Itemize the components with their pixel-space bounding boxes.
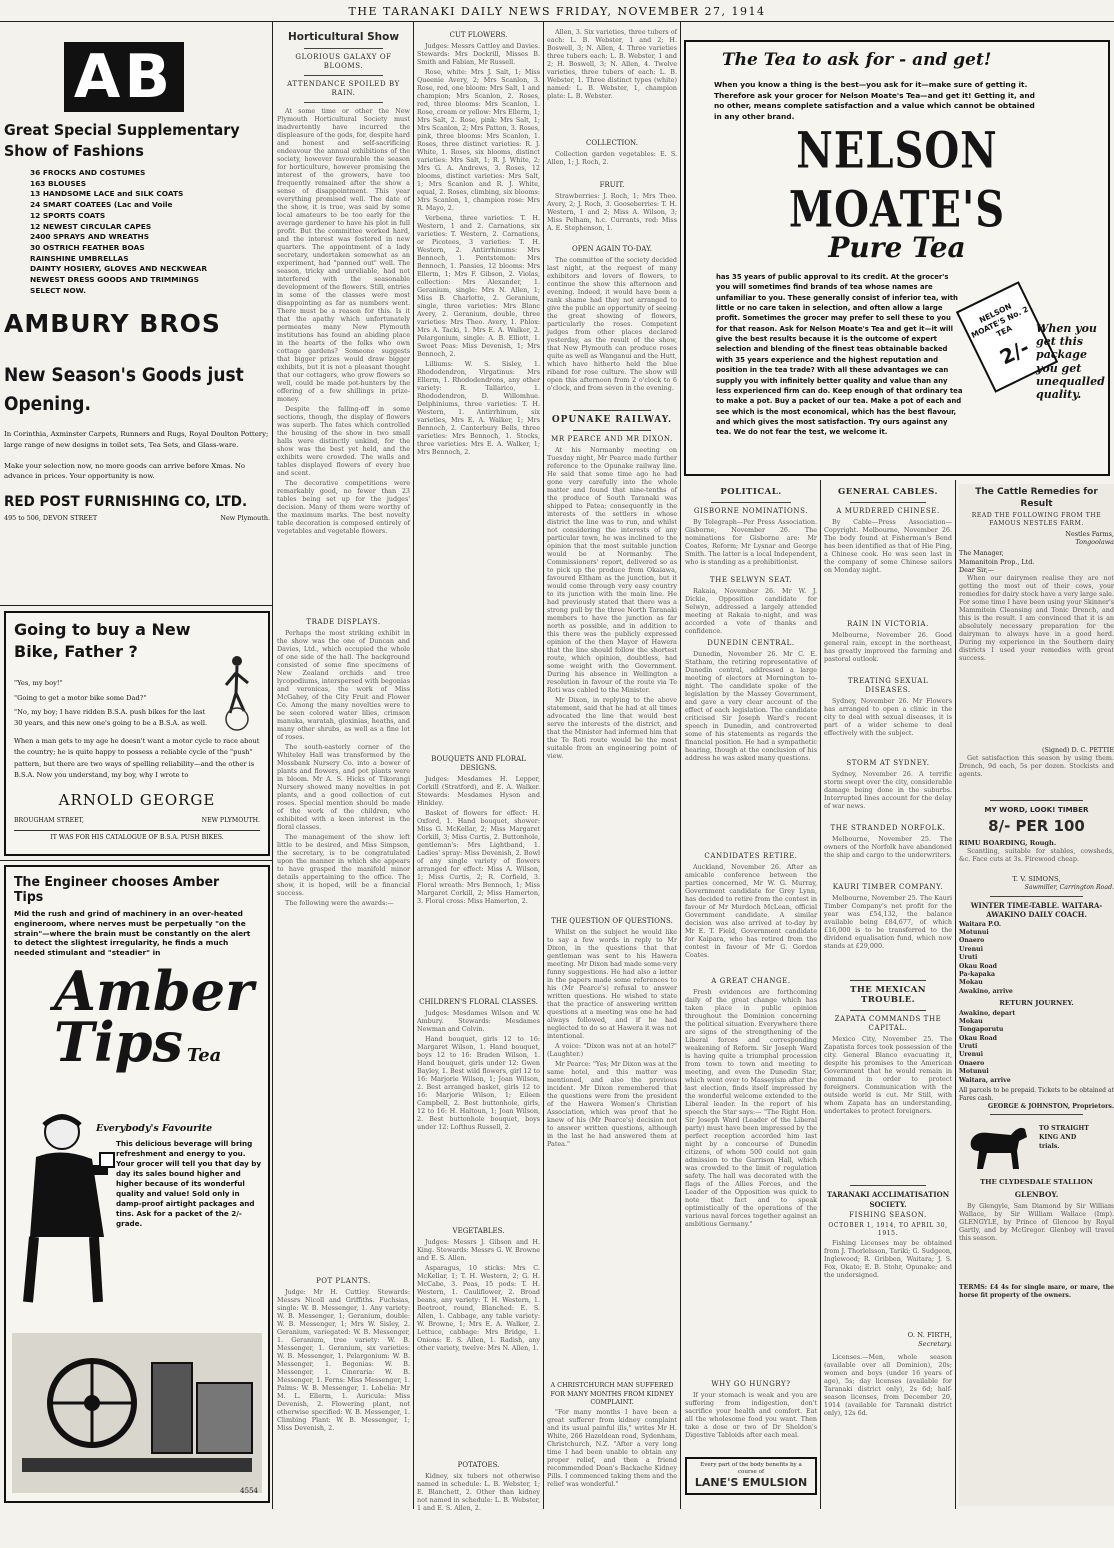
red-post-advert: [4, 362, 270, 602]
bouquets-heading: BOUQUETS AND FLORAL DESIGNS.: [431, 754, 526, 772]
potatoes-heading: POTATOES.: [457, 1460, 500, 1469]
cut-flowers-heading: CUT FLOWERS.: [449, 31, 508, 39]
stallion: GLENBOY.: [1014, 1190, 1059, 1200]
list-item: 2400 SPRAYS AND WREATHS: [30, 232, 150, 242]
timber-place: Sawmiller, Carrington Road.: [1024, 883, 1114, 891]
cables-h2: RAIN IN VICTORIA.: [847, 619, 929, 628]
timber-head: MY WORD, LOOK! TIMBER: [984, 805, 1089, 815]
ab-advert: [4, 28, 270, 358]
coach-stop: Waitara P.O.: [959, 920, 1002, 928]
dialogue-line: "Yes, my boy!": [14, 679, 63, 688]
political-h5: A GREAT CHANGE.: [711, 976, 791, 985]
political-h6: WHY GO HUNGRY?: [711, 1379, 791, 1388]
return-stop: Mokau: [959, 1018, 983, 1026]
amber-tagline: Everybody's Favourite: [96, 1123, 213, 1134]
horse-caption-2: KING AND: [1039, 1134, 1077, 1142]
coach-stop: Mokau: [959, 979, 983, 987]
fishing-dates: OCTOBER 1, 1914, TO APRIL 30, 1915.: [828, 1222, 948, 1237]
ab-items: [30, 168, 270, 297]
collection-heading: COLLECTION.: [586, 139, 638, 147]
pot-plants-heading: POT PLANTS.: [316, 1277, 371, 1286]
coach-head: WINTER TIME-TABLE. WAITARA-AWAKINO DAILY COACH.: [970, 900, 1103, 919]
return-stop: Urenui: [959, 1051, 983, 1059]
horse-caption-3: trials.: [1039, 1142, 1060, 1150]
coach-stop: Uruti: [959, 954, 978, 962]
cables-column: GENERAL CABLES. A MURDERED CHINESE. By Cable—Press Association—Copyright. Melbourne, November 26. The body found at Fisherman's Bend has been identified as that of Hie Ping, a Chinese cook. He was seen last in the company of some Chinese sailors on Monday night. RAIN IN VICTORIA. Melbourne, November 26. Good general rain, except in the northeast, has greatly improved the farming and pastoral outlook. TREATING SEXUAL DISEASES. Sydney, November 26. Mr Flowers has arranged to open a clinic in the city to deal with sexual diseases, it is part of a wider scheme to deal effectively with the subject. STORM AT SYDNEY. Sydney, November 26. A terrific storm swept over the city, considerable damage being done in the suburbs. Interrupted lines account for the delay of war news. THE STRANDED NORFOLK. Melbourne, November 25. The owners of the Norfolk have abandoned the ship and cargo to the underwriters. KAURI TIMBER COMPANY. Melbourne, November 25. The Kauri Timber Company's net profit for the year was £54,132, the balance available being £84,677, of which £16,000 is to be transferred to the dividend equalisation fund, which now stands at £29,000. THE MEXICAN TROUBLE. ZAPATA COMMANDS THE CAPITAL. Mexico City, November 25. The Zapatista forces took possession of the city. General Blanco evacuating it, despite his promises to the American Government that he would remain in command in order to protect foreigners. Communication with the outside world is cut. Mr Still, with whom Zapata has an understanding, undertakes to protect foreigners. TARANAKI ACCLIMATISATION SOCIETY. FISHING SEASON. OCTOBER 1, 1914, TO APRIL 30, 1915. Fishing Licenses may be obtained from J. Thorlelsson, Tariki; G. Sudgeon, Inglewood; R. Gribben, Waitara; J. S. Fox, Okato; E. B. Stohr, Opunake; and the undersigned. O. N. FIRTH, Secretary. Licenses.—Men, whole season (available over all Dominion), 20s; women and boys (under 16 years of age), 5s; day licenses (available for Taranaki district only), 2s 6d; half-season licenses, from December 20, 1914 (available for Taranaki district only), 12s 6d.: [824, 487, 952, 1417]
bike-footer: IT WAS FOR HIS CATALOGUE OF B.S.A. PUSH BIKES.: [14, 830, 260, 841]
timber-price: 8/- PER 100: [988, 817, 1085, 836]
horse-illustration: [963, 1121, 1033, 1173]
return-stop: Waitara, arrive: [959, 1076, 1011, 1084]
proprietor: GEORGE & JOHNSTON, Proprietors.: [987, 1102, 1114, 1110]
list-item: SELECT NOW.: [30, 285, 86, 295]
return-stop: Uruti: [959, 1043, 978, 1051]
lanes-emulsion-box: [685, 1457, 817, 1495]
horticultural-article: Horticultural Show GLORIOUS GALAXY OF BLOOMS. ATTENDANCE SPOILED BY RAIN. At some time or other the New Plymouth Horticultural Society must inadvertently have incurred the displeasure of the gods, for, despite hard and honest and self-sacrificing endeavour the annual exhibitions of the society, however favourable the season for horticulture, however promising the interest of the growers, have too frequently remained after the show a sense of disappointment. This year everything promised well. The date of the show, it is true, was said by some local amateurs to be too early for the average gardener to have his plot in full profit. But the committee worked hard, and the interest was fostered in new quarters. The appointment of a lady secretary, undertaken somewhat as an experiment, had "panned out" well. The season, tricky and unreliable, had not interfered with the seasonable development of the flowers. Still, entries in some of the classes were most disappointing as far as numbers went. There must be a reason for this. Is it that the apathy which unfortunately permeates many New Plymouth institutions has found an abiding place in the hearts of the folks who own cottage gardens? Someone suggests that bigger prizes would draw bigger exhibits, but it is not a pleasant thought that our cottagers, who grow flowers so well, could be made pot-hunters by the offering of a few shillings in prize-money. Despite the falling-off in some sections, though, the display of flowers was superb. The fates which controlled the housing of the show in two small halls were distinctly unkind, for the show was the best yet held, and the exhibits were crowded. The walls and tables displayed flowers of every hue and scent. The decorative competitions were remarkably good, no fewer than 23 tables being set up for the judges' decision. Many of them were worthy of the maximum marks. The best novelty table decoration is composed entirely of vegetables and vegetable flowers. TRADE DISPLAYS. Perhaps the most striking exhibit in the show was the one of Duncan and Davies, Ltd., which occupied the whole of one side of the hall. The background consisted of some fine specimens of New Zealand orchids and tree lycopodiums, interspersed with begonias and veronicas, the work of Miss McGahey, of the City Fruit and Flower Co. Among the many novelties were to be seen colored water lilies, crimson manuka, waratah, gloxinias, heaths, and many other shrubs, as well as a fine lot of roses. The south-easterly corner of the Whiteley Hall was transformed by the Mossbank Nursery Co. into a bower of plants and flowers, and pot plants were in bloom. Mr A. S. Hicks of Tikorangi Nursery showed many novelties in pot plants, and a good collection of cut roses. Special mention should be made of the work of the children, who exhibited with a keen interest in the floral classes. The management of the show left little to be desired, and Miss Simpson, the secretary, is to be congratulated upon the manner in which she appears to have grasped the manifold minor details appertaining to the office. The show, it is hoped, will be a financial success. The following were the awards:— POT PLANTS. Judge: Mr H. Cuttley. Stewards: Messrs Nicoll and Griffiths. Fuchsias, single: W. B. Messenger, 1. Any variety: W. B. Messenger, 1; Geranium, double: W. B. Messenger, 1; Mrs W. Sisley, 2. Geranium, variegated: W. B. Messenger, 1. Geranium, tree variety: W. B. Messenger, 1. Geranium, six varieties: W. B. Messenger, 1. Pelargonium: W. B. Messenger, 1. Begonias: W. B. Messenger, 1. Cineraria: W. B. Messenger, 1. Ferns: Miss Messenger, 1. Palms: W. B. Messenger, 1. Lobelia: Mr M. L. Ellerm, 1. Auricula: Miss Devenish, 2. Flowering plant, not otherwise specified: W. B. Messenger, 1. Climbing Plant: W. B. Messenger, 1; Miss Devenish, 2.: [277, 31, 410, 1433]
package-price: 2/-: [995, 334, 1033, 370]
amber-tips-advert: [4, 865, 270, 1503]
list-item: 163 BLOUSES: [30, 178, 87, 188]
coach-stop: Awakino, arrive: [959, 987, 1013, 995]
ab-headline: Great Special Supplementary Show of Fashions: [4, 121, 240, 160]
lanes-text: Every part of the body benefits by a course of: [700, 1461, 802, 1475]
bike-advert: [4, 611, 270, 856]
package-label: NELSON MOATE'S No. 2 TEA: [969, 301, 1030, 340]
list-item: DAINTY HOSIERY, GLOVES AND NECKWEAR: [30, 264, 208, 274]
list-item: 12 SPORTS COATS: [30, 210, 106, 220]
nelson-pure-tea: Pure Tea: [828, 230, 966, 264]
coach-stop: Pa-kapaka: [959, 970, 995, 978]
timber-name: T. V. SIMONS,: [1012, 874, 1061, 883]
coach-stop: Urenui: [959, 945, 983, 953]
signed: (Signed) D. C. PETTIE: [1041, 745, 1114, 754]
coach-stop: Okau Road: [959, 962, 997, 970]
manager: The Manager,: [959, 549, 1004, 558]
cables-title: GENERAL CABLES.: [838, 487, 938, 497]
list-item: 36 FROCKS AND COSTUMES: [30, 167, 146, 177]
cables-h6: KAURI TIMBER COMPANY.: [832, 882, 944, 891]
red-post-headline: New Season's Goods just Opening.: [4, 365, 244, 415]
parcels: All parcels to be prepaid. Tickets to be obtained at Fares cash.: [959, 1086, 1114, 1102]
return-stop: Awakino, depart: [959, 1009, 1016, 1017]
nelson-intro: When you know a thing is the best—you ask for it—make sure of getting it. Therefore ask your grocer for Nelson Moate's Tea—and get it! Getting it, and no other, means complete satisfaction and a value which cannot be obtained in any other brand.: [714, 80, 1035, 122]
vegetables-heading: VEGETABLES.: [452, 1226, 505, 1235]
return-stop: Onaero: [959, 1059, 985, 1067]
results-article: Allen, 3. Six varieties, three tubers of each: L. B. Webster, 1 and 2; H. Boswell, 3; N. Allen, 4. Three varieties three tubers each: L. B. Webster, 1 and 2; H. Boswell, 3; N. Allen, 4. Twelve varieties, three tubers of each: L. B. Webster, 1. Three distinct types (white) named: L. B. Webster, 1, champion plate: L. B. Webster. COLLECTION. Collection garden vegetables: E. S. Allen, 1; J. Roch, 2. FRUIT. Strawberries: J. Roch, 1; Mrs Theo. Avery, 2; J. Roch, 3. Gooseberries: T. H. Western, 1 and 2; Miss A. Wilson, 3; Miss Pelham, h.c. Currants, red: Miss A. E. Stephenson, 1. OPEN AGAIN TO-DAY. The committee of the society decided last night, at the request of many exhibitors and lovers of flowers, to continue the show this afternoon and evening. Indeed, it would have been a rank shame had they not arranged to give the public an opportunity of seeing the great showing of flowers, particularly the roses. Competent judges from other places declared yesterday, as the result of the show, that New Plymouth can produce roses quite as well as Wanganui and the Hutt, which have hitherto held the blue riband for rose culture. The show will open this afternoon from 2 o'clock to 6 o'clock, and from seven in the evening. OPUNAKE RAILWAY. MR PEARCE AND MR DIXON. At his Normanby meeting on Tuesday night, Mr Pearce made further reference to the Opunake railway line. He said that some time ago he had gone very carefully into the whole matter and found that nine-tenths of the produce of South Taranaki was shipped to Patea; consequently in the interests of the settlers in whose district the line was to run, and whilst not considering the interests of any particular town, he was inclined to the opinion that the most suitable junction would be at Normanby. The Commissioners' report, delivered so as to pick up the produce from Okaiawa, favoured Eltham as the junction, but it would come through very easy country to its junction with the main line. He had previously stated that there was a strong pull by the three North Taranaki members to have the junction as far north as possible, and in addition to this there was the publicly expressed opinion of the then Mayor of Hawera that the line should follow the shortest route, which opinion, doubtless, had some weight with the Government. During his absence in Wellington a resolution in favour of the route via Te Roti was cabled to the Minister. Mr Dixon, in replying to the above statement, said that he had at all times advocated the line that would best serve the interests of the district, and that the Minister had informed him that the Te Roti route would be the most suitable from an engineering point of view. THE QUESTION OF QUESTIONS. Whilst on the subject he would like to say a few words in reply to Mr Dixon, in the questions that that gentleman was sent to his Hawera meeting. Mr Dixon had made some very funny suggestions. He had also a letter in the papers made some references to his (Mr Pearce's) refusal to answer written questions. He wished to state that the practice of answering written questions at a meeting was one he had always followed, and if he had neglected to do so at Hawera it was not intentional. A voice: "Dixon was not at an hotel?" (Laughter.) Mr Pearce: "Yes; Mr Dixon was at the same hotel, and this matter was mentioned, and also the previous incident. Mr Dixon remembered that the questions were from the president of the Hawera Women's Christian Association, which was proof that he knew of his (Mr Pearce's) decision not to answer written questions, although in the last he had answered them at Patea." A CHRISTCHURCH MAN SUFFERED FOR MANY MONTHS FROM KIDNEY COMPLAINT. "For many months I have been a great sufferer from kidney complaint and its usual painful ills," writes Mr H. White, 266 Hazeldean road, Sydenham, Christchurch, N.Z. "After a very long time I had been unable to obtain any proper relief, and then a friend recommended Doan's Backache Kidney Pills. I commenced taking them and the relief was wonderful.": [547, 28, 677, 1489]
opunake-railway-sub: MR PEARCE AND MR DIXON.: [551, 435, 673, 444]
amber-brand: [54, 958, 260, 1075]
coach-stops: [959, 921, 1114, 996]
horse-caption: [1039, 1125, 1089, 1151]
political-h4: CANDIDATES RETIRE.: [704, 851, 798, 860]
dialogue-line: "No, my boy; I have ridden B.S.A. push bikes for the last 30 years, and this new one's going to be a B.S.A. as well.: [14, 707, 208, 728]
nelson-body: has 35 years of public approval to its credit. At the grocer's you will sometimes find brands of tea whose names are unfamiliar to you. These generally consist of inferior tea, with little or no care taken in selection, and often allow a large profit. Sometimes the grocer may prefer to sell these to you for that reason. Ask for Nelson Moate's Tea and get it—it will give the best results because it is the outcome of expert selection and blending of the finest teas obtainable backed with 35 years experience and the highest reputation and position in the tea trade? With all these advantages we can supply you with infinitely better quality and value than any less experienced firm can do. Keep enough of that ordinary tea to make a pot. Buy a packet of our tea. Make a pot of each and see which is the most economical, which has the best flavour, and which gives the most satisfaction. Try ours against any tea. We do not fear the test, we welcome it.: [716, 272, 963, 437]
terms: TERMS: £4 4s for single mare, or mare, the horse fit property of the owners.: [959, 1283, 1114, 1299]
amber-body: This delicious beverage will bring refreshment and energy to you. Your grocer will tell you that day by day its sales bound higher and higher because of its wonderful quality and value! Sold only in damp-proof airtight packages and tins. Ask for a packet of the 2/- grade.: [116, 1139, 262, 1228]
mexican-heading: THE MEXICAN TROUBLE.: [850, 984, 926, 1006]
cattle-sub: READ THE FOLLOWING FROM THE FAMOUS NESTLES FARM.: [971, 512, 1102, 528]
political-h2: THE SELWYN SEAT.: [709, 575, 793, 584]
political-h1: GISBORNE NOMINATIONS.: [693, 506, 809, 515]
acclimatisation-heading: TARANAKI ACCLIMATISATION SOCIETY.: [826, 1190, 950, 1209]
trade-displays-heading: TRADE DISPLAYS.: [306, 618, 381, 627]
clydesdale: THE CLYDESDALE STALLION: [980, 1178, 1093, 1187]
rimu: RIMU BOARDING, Rough.: [959, 838, 1057, 847]
return-stop: Okau Road: [959, 1034, 997, 1042]
return-stop: Tongaporutu: [959, 1026, 1004, 1034]
accl-role: Secretary.: [918, 1340, 952, 1349]
list-item: 24 SMART COATEES (Lac and Voile: [30, 200, 173, 210]
cyclist-illustration: [212, 653, 262, 733]
list-item: 13 HANDSOME LACE and SILK COATS: [30, 189, 184, 199]
ab-brand: AMBURY BROS: [4, 308, 221, 338]
accl-sign: O. N. FIRTH,: [907, 1331, 952, 1340]
return-stop: Motunui: [959, 1068, 989, 1076]
childrens-heading: CHILDREN'S FLORAL CLASSES.: [419, 997, 538, 1006]
red-post-body1: In Corinthia, Axminster Carpets, Runners and Rugs, Royal Doulton Pottery; large range of new designs in toilet sets, Tea Sets, and Glass-ware.: [4, 430, 269, 450]
coach-stop: Motunui: [959, 929, 989, 937]
amber-intro: Mid the rush and grind of machinery in an over-heated engineroom, where nerves must be perpetually "on the strain"—where the brain must be constantly on the alert to detect the slightest irregularity, he finds a much needed stimulant and "steadier" in: [14, 909, 251, 958]
political-h3: DUNEDIN CENTRAL.: [707, 638, 795, 647]
list-item: 12 NEWEST CIRCULAR CAPES: [30, 221, 152, 231]
bike-dialogue: [14, 678, 214, 730]
nelson-slogan: The Tea to ask for - and get!: [722, 50, 992, 70]
bike-headline: Going to buy a New Bike, Father ?: [14, 620, 191, 661]
nelson-callout: When you get this package you get unequalled quality.: [1036, 322, 1105, 401]
bike-dealer-town: NEW PLYMOUTH.: [201, 817, 260, 825]
open-today-heading: OPEN AGAIN TO-DAY.: [571, 244, 653, 253]
right-edge-column: The Cattle Remedies for Result READ THE FOLLOWING FROM THE FAMOUS NESTLES FARM. Nestles Farms, Tongoolawa The Manager, Mamanitoin Prop., Ltd. Dear Sir,— When our dairymen realise they are not getting the most out of their cows, your remedies for dairy stock have a very large sale. For some time I have been using your Skinner's Mammitein Cleansing and Tonic Drench, and this is the result. I am convinced that it is an absolutely necessary preparation for the dairyman to always have in a good herd. During my experience in the Southern dairy districts I used your remedies with great success. (Signed) D. C. PETTIE Get satisfaction this season by using them. Drench, 9d each, 5s per dozen. Stockists and agents. MY WORD, LOOK! TIMBER 8/- PER 100 RIMU BOARDING, Rough. Scantling, suitable for stables, cowsheds, &c. Face cuts at 3s. Firewood cheap. T. V. SIMONS, Sawmiller, Carrington Road. WINTER TIME-TABLE. WAITARA-AWAKINO DAILY COACH. Waitara P.O. Motunui Onaero Urenui Uruti Okau Road Pa-kapaka Mokau Awakino, arrive RETURN JOURNEY. Awakino, depart Mokau Tongaporutu Okau Road Uruti Urenui Onaero Motunui Waitara, arrive All parcels to be prepaid. Tickets to be obtained at Fares cash. GEORGE & JOHNSTON, Proprietors. TO STRAIGHT KING AND trials. THE CLYDESDALE STALLION GLENBOY. By Glengyle, Sam Diamond by Sir William Wallace, by Sir William Wallace (Imp). GLENGYLE, by Prince of Glencoe by Royal Gartly, and by McGregor. Glenboy will travel this season. TERMS: £4 4s for single mare, or mare, the horse fit property of the owners.: [959, 484, 1114, 1506]
amber-code: 4554: [240, 1487, 258, 1495]
amber-brand-line2: Tips: [54, 1010, 183, 1075]
farm-name: Nestles Farms,: [1065, 529, 1114, 538]
ab-logo: AB: [64, 42, 184, 112]
lanes-brand: LANE'S EMULSION: [694, 1475, 808, 1489]
fruit-heading: FRUIT.: [599, 180, 625, 189]
horticultural-subtitle: GLORIOUS GALAXY OF BLOOMS.: [295, 53, 392, 71]
masthead: THE TARANAKI DAILY NEWS FRIDAY, NOVEMBER 27, 1914: [0, 0, 1114, 22]
coach-stop: Onaero: [959, 937, 985, 945]
horse-caption-1: TO STRAIGHT: [1039, 1125, 1089, 1133]
list-item: 30 OSTRICH FEATHER BOAS: [30, 242, 145, 252]
amber-brand-tea: Tea: [186, 1045, 222, 1067]
list-item: RAINSHINE UMBRELLAS: [30, 253, 129, 263]
farm-place: Tongoolawa: [1075, 538, 1114, 547]
cables-h5: THE STRANDED NORFOLK.: [830, 823, 946, 832]
nelson-brand: NELSON MOATE'S: [788, 121, 1006, 239]
amber-headline: The Engineer chooses Amber Tips: [14, 875, 220, 905]
red-post-name: RED POST FURNISHING CO, LTD.: [4, 494, 248, 511]
red-post-address: 495 to 506, DEVON STREET: [4, 514, 98, 523]
bike-dealer-street: BROUGHAM STREET,: [14, 817, 84, 825]
political-title: POLITICAL.: [720, 487, 782, 497]
cut-flowers-article: CUT FLOWERS. Judges: Messrs Cattley and Davies. Stewards: Mrs Dockrill, Misses B. Smith and Fabian, Mr Russell. Rose, white: Mrs J. Salt, 1; Miss Queenie Avery, 2; Mrs Scanlon, 3. Rose, red, one bloom: Mrs Salt, 1 and champion; Mrs Scanlon, 2. Roses, red, three blooms: Mrs Scanlon, 1. Rose, cream or yellow: Mrs Ellerm, 1; Mrs Salt, 2. Rose, pink: Mrs Salt, 1; Mrs Scanlon, 2; Mrs Patton, 3. Roses, pink, three blooms: Mrs Scanlon, 1. Roses, three distinct varieties: R. J. White, 1. Roses, six blooms, distinct varieties: Mrs Salt, 1; R. J. White, 2; Mrs G. A. Andrews, 3. Roses, 12 blooms, distinct varieties: Mrs Salt, 1; Mrs Scanlon and R. J. White, equal, 2. Roses, climbing, six blooms: Mrs Scanlon, 1, champion rose: Mrs R. Mayo, 2. Verbena, three varieties: T. H. Western, 1 and 2. Carnations, six varieties: T. Western, 2. Carnations, or Picotees, 3 varieties: T. H. Western, 2. Antirrhinums: Mrs Bennoch, 1. Pentstemon: Mrs Bennoch, 1. Pansies, 12 blooms: Mrs Ellerm, 1; Mrs F. Gibson, 2. Violas, collection: Mrs Alexander, 1. Geranium, single: Mrs N. Allen, 1; Miss B. Charlotte, 2. Geranium, single, three varieties: Mrs Blanc Avery, 2. Geranium, double, three varieties: Mrs Theo. Avery, 1. Phlox: Mrs A. Tacki, 1. Mrs E. A. Walker, 2. Pelargonium, single: A. B. Elliott, 1. Sweet Peas: Miss Devenish, 1; Mrs Bennoch, 2. Lilliums: W. S. Sisley, 1. Rhododendron, Virgatinus: Mrs Ellerm, 1. Rhododendrons, any other variety: R. Tallarico, 1. Rhododendron, D. Willomhue. Delphiniums, three varieties: T. H. Western, 1. Antirrhinum, six varieties, Mrs E. A. Walker, 1; Mrs Bennoch, 2. Canterbury Bells, three varieties: Mrs Bennoch, 1. Stocks, three varieties: Mrs E. A. Walker, 1; Mrs Bennoch, 2. BOUQUETS AND FLORAL DESIGNS. Judges: Mesdames H. Lepper, Corkill (Stratford), and E. A. Walker. Stewards: Mesdames Hyson and Hinkley. Basket of flowers for effect: H. Oxford, 1. Hand bouquet, shower: Miss G. McKellar, 2; Miss Margaret Corkill, 3; Miss Curtis, 2. Buttonhole, gentleman's: Mrs Lightband, 1. Ladies' spray: Miss Devenish, 2. Bowl of any single variety of flowers arranged for effect: Miss A. Wilson, 1; Miss Curtis, 2; R. Corfield, 3. Floral wreath: Mrs Bennoch, 1; Miss Margaret Corkill, 2; Miss Hamerton, 3. Floral cross: Miss Hamerton, 2. CHILDREN'S FLORAL CLASSES. Judges: Mesdames Wilson and W. Ambury. Stewards: Mesdames Newman and Colvin. Hand bouquet, girls 12 to 16: Margaret Wilson, 1. Hand bouquet, boys 12 to 16: Braden Wilson, 1. Hand bouquet, girls under 12: Gwen Bayley, 1. Best wild flowers, girl 12 to 16: Marjorie Wilson, 1; Joan Wilson, 2. Best arranged basket, girls 12 to 16: Marjorie Wilson, 1; Eileen Campbell, 2. Best buttonhole, girls, 12 to 16: H. Haltoun, 1; Joan Wilson, 2. Best buttonhole bouquet, boys under 12: Lofthus Russell, 2. VEGETABLES. Judges: Messrs J. Gibson and H. King. Stewards: Messrs G. W. Browne and E. S. Allen. Asparagus, 10 sticks: Mrs C. McKellar, 1; T. H. Western, 2; G. H. McCabe, 3. Peas, 15 pods: T. H. Western, 1. Cauliflower, 2. Broad beans, any variety: T. H. Western, 1. Beetroot, round, Blanched: E. S. Allen, 1. Cabbage, any table variety: W. Browne, 1; Mrs E. A. Walker, 2. Lettuce, cabbage: Mrs Bridge, 1. Onions: E. S. Allen, 1. Radish, any other variety, twelve: Mrs N. Allen, 1. POTATOES. Kidney, six tubers not otherwise named in schedule: L. B. Webster, 1; E. Blanchett, 2. Other than kidney not named in schedule: L. B. Webster, 1 and E. S. Allen, 2.: [417, 31, 540, 1512]
cables-h3: TREATING SEXUAL DISEASES.: [847, 676, 929, 694]
question-heading: THE QUESTION OF QUESTIONS.: [551, 917, 673, 926]
red-post-town: New Plymouth.: [220, 514, 270, 523]
return-journey: RETURN JOURNEY.: [999, 998, 1074, 1007]
dialogue-line: When a man gets to my age he doesn't want a motor cycle to race about the country; he is quite happy to possess a reliable cycle of the "push" pattern, but there are two ways of spelling reliability—and the other is B.S.A. Now you understand, my boy, why I wrote to: [14, 736, 260, 779]
horticultural-subtitle2: ATTENDANCE SPOILED BY RAIN.: [287, 80, 400, 98]
opunake-railway-title: OPUNAKE RAILWAY.: [551, 414, 673, 425]
political-column: POLITICAL. GISBORNE NOMINATIONS. By Telegraph—Per Press Association. Gisborne, November 26. The nominations for Gisborne are: Mr Coates, Reform; Mr Lysnar and George Smith. The latter is a local Independent, who is standing as a prohibitionist. THE SELWYN SEAT. Rakaia, November 26. Mr W. J. Dickie, Opposition candidate for Selwyn, addressed a largely attended meeting at Rakaia to-night, and was accorded a vote of thanks and confidence. DUNEDIN CENTRAL. Dunedin, November 26. Mr C. E. Statham, the retiring representative of Dunedin central, addressed a large meeting of electors at Mornington to-night. The candidate spoke of the legislation by the Massey Government, and gave a very clear account of the effect of each legislation. The candidate criticised Sir Joseph Ward's recent speech in Dunedin, and controverted some of his statements as regards the financial position. He had a sympathetic hearing, though at the conclusion of his address he was asked many questions. CANDIDATES RETIRE. Auckland, November 26. After an amicable conference between the parties concerned, Mr W. G. Murray, Government candidate for Grey Lynn, has decided to retire from the contest in favour of Mr Murdoch McLean, official Government candidate. A similar decision was also arrived at to-day by Mr E. T. Field, Government candidate for Kaipara, who has retired from the contest in favour of Mr G. Gordon Coates. A GREAT CHANGE. Fresh evidences are forthcoming daily of the great change which has taken place in public opinion throughout the Dominion concerning the political situation. Everywhere there are signs of the strengthening of the Liberal forces and corresponding weakening of Reform. Sir Joseph Ward is having quite a triumphal procession from town to town and meeting to meeting, and even the Dunedin Star, which went over to Masseyism after the last election, finds itself impressed by the wonderful welcome extended to the Liberal leader. In the report of his speech the Star says:— "The Right Hon. Sir Joseph Ward (Leader of the Liberal party) must have been impressed by the perfect reception accorded him last night by a concourse of Dunedin citizens, of whom 500 could not gain admission to the Garrison Hall, which was crowded to the limit of regulation safety. The hall was decorated with the flags of the Allies Forces, and the Leader of the Opposition was quick to note that fact and to speak optimistically of the operations of the various naval forces together against an ambitious Germany." WHY GO HUNGRY? If your stomach is weak and you are suffering from indigestion, don't sacrifice your health and comfort. Eat all the wholesome food you want. Then take a dose or two of Dr Sheldon's Digestive Tabloids after each meal. Every part of the body benefits by a course of LANE'S EMULSION: [685, 484, 817, 1506]
engineer-illustration: [14, 1107, 119, 1307]
christchurch-heading: A CHRISTCHURCH MAN SUFFERED FOR MANY MONTHS FROM KIDNEY COMPLAINT.: [550, 1381, 674, 1406]
machinery-illustration: [12, 1333, 262, 1493]
red-post-body2: Make your selection now, no more goods can arrive before Xmas. No advance in prices. Your opportunity is now.: [4, 461, 246, 481]
fishing-heading: FISHING SEASON.: [849, 1211, 927, 1220]
return-stops: [959, 1010, 1114, 1085]
cattle-title: The Cattle Remedies for Result: [975, 487, 1098, 509]
company: Mamanitoin Prop., Ltd.: [959, 557, 1035, 566]
list-item: NEWEST DRESS GOODS AND TRIMMINGS: [30, 275, 199, 285]
horticultural-title: Horticultural Show: [287, 31, 400, 43]
cables-h1: A MURDERED CHINESE.: [836, 506, 940, 515]
nelson-moate-advert: [684, 40, 1110, 476]
bike-dealer-name: ARNOLD GEORGE: [58, 791, 216, 810]
zapata-heading: ZAPATA COMMANDS THE CAPITAL.: [834, 1015, 942, 1033]
amber-brand-line1: Amber: [54, 958, 254, 1023]
cables-h4: STORM AT SYDNEY.: [846, 758, 930, 767]
dear: Dear Sir,—: [959, 565, 994, 574]
dialogue-line: "Going to get a motor bike some Dad?": [14, 693, 147, 702]
